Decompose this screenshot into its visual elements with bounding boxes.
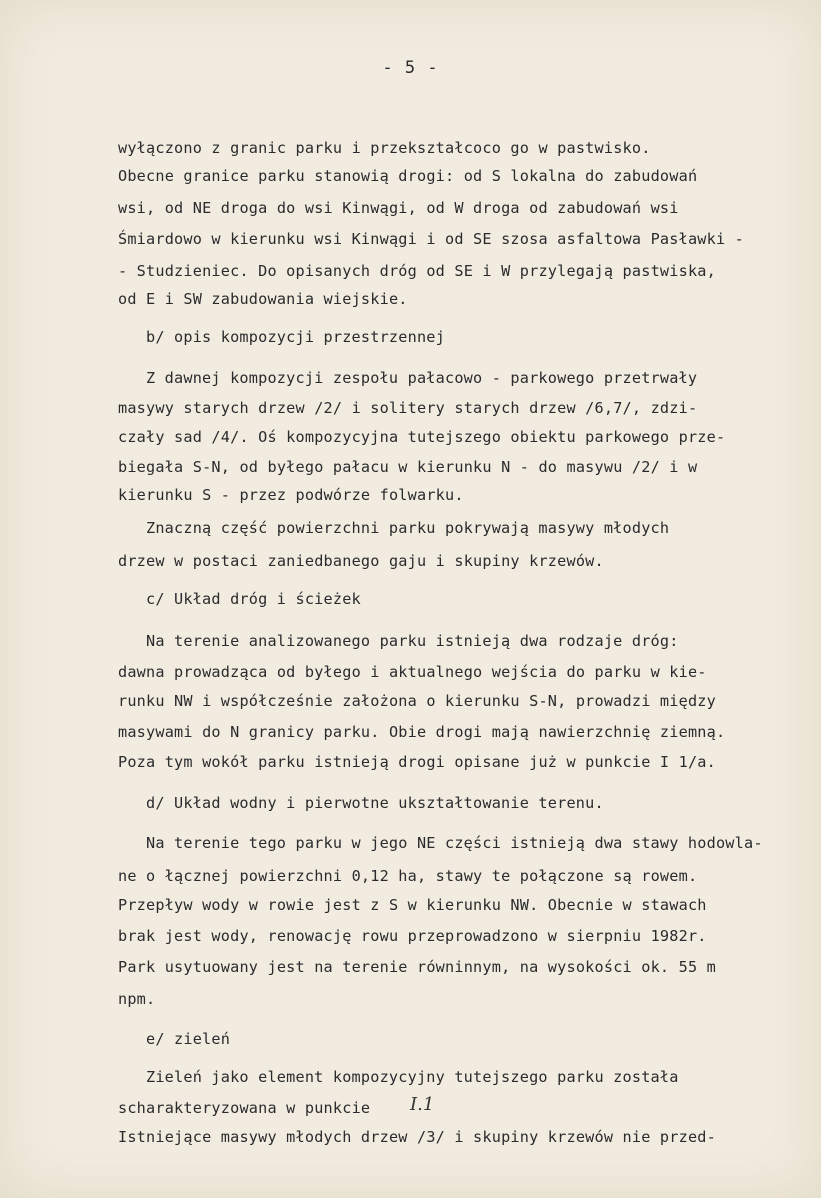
section-heading: d/ Układ wodny i pierwotne ukształtowanie terenu. [146, 794, 604, 812]
section-heading: c/ Układ dróg i ścieżek [146, 590, 361, 608]
text-line: wyłączono z granic parku i przekształcoco go w pastwisko. [118, 139, 651, 157]
text-line: Istniejące masywy młodych drzew /3/ i skupiny krzewów nie przed- [118, 1128, 716, 1146]
text-line: masywami do N granicy parku. Obie drogi mają nawierzchnię ziemną. [118, 723, 726, 741]
text-line: Park usytuowany jest na terenie równinnym, na wysokości ok. 55 m [118, 958, 716, 976]
handwritten-note: I.1 [410, 1094, 435, 1115]
section-heading: b/ opis kompozycji przestrzennej [146, 328, 445, 346]
text-line: Znaczną część powierzchni parku pokrywają masywy młodych [146, 519, 670, 537]
text-line: masywy starych drzew /2/ i solitery starych drzew /6,7/, zdzi- [118, 399, 698, 417]
text-line: od E i SW zabudowania wiejskie. [118, 290, 408, 308]
text-line: Na terenie tego parku w jego NE części istnieją dwa stawy hodowla- [146, 834, 763, 852]
text-line: scharakteryzowana w punkcie [118, 1099, 371, 1117]
page-number: - 5 - [382, 58, 439, 78]
text-line: runku NW i współcześnie założona o kierunku S-N, prowadzi między [118, 692, 716, 710]
text-line: kierunku S - przez podwórze folwarku. [118, 486, 464, 504]
text-line: biegała S-N, od byłego pałacu w kierunku N - do masywu /2/ i w [118, 458, 698, 476]
section-heading: e/ zieleń [146, 1030, 231, 1048]
text-line: Śmiardowo w kierunku wsi Kinwągi i od SE szosa asfaltowa Pasławki - [118, 230, 745, 248]
text-line: brak jest wody, renowację rowu przeprowadzono w sierpniu 1982r. [118, 927, 707, 945]
text-line: npm. [118, 990, 156, 1008]
text-line: Poza tym wokół parku istnieją drogi opisane już w punkcie I 1/a. [118, 753, 716, 771]
text-line: Przepływ wody w rowie jest z S w kierunku NW. Obecnie w stawach [118, 896, 707, 914]
text-line: Z dawnej kompozycji zespołu pałacowo - parkowego przetrwały [146, 369, 698, 387]
text-line: - Studzieniec. Do opisanych dróg od SE i W przylegają pastwiska, [118, 262, 716, 280]
text-line: Zieleń jako element kompozycyjny tutejszego parku została [146, 1068, 679, 1086]
text-line: ne o łącznej powierzchni 0,12 ha, stawy te połączone są rowem. [118, 867, 698, 885]
text-line: czały sad /4/. Oś kompozycyjna tutejszego obiektu parkowego prze- [118, 428, 726, 446]
text-line: Na terenie analizowanego parku istnieją dwa rodzaje dróg: [146, 632, 679, 650]
text-line: wsi, od NE droga do wsi Kinwągi, od W droga od zabudowań wsi [118, 199, 679, 217]
text-line: drzew w postaci zaniedbanego gaju i skupiny krzewów. [118, 552, 604, 570]
text-line: dawna prowadząca od byłego i aktualnego wejścia do parku w kie- [118, 663, 707, 681]
text-line: Obecne granice parku stanowią drogi: od S lokalna do zabudowań [118, 167, 698, 185]
